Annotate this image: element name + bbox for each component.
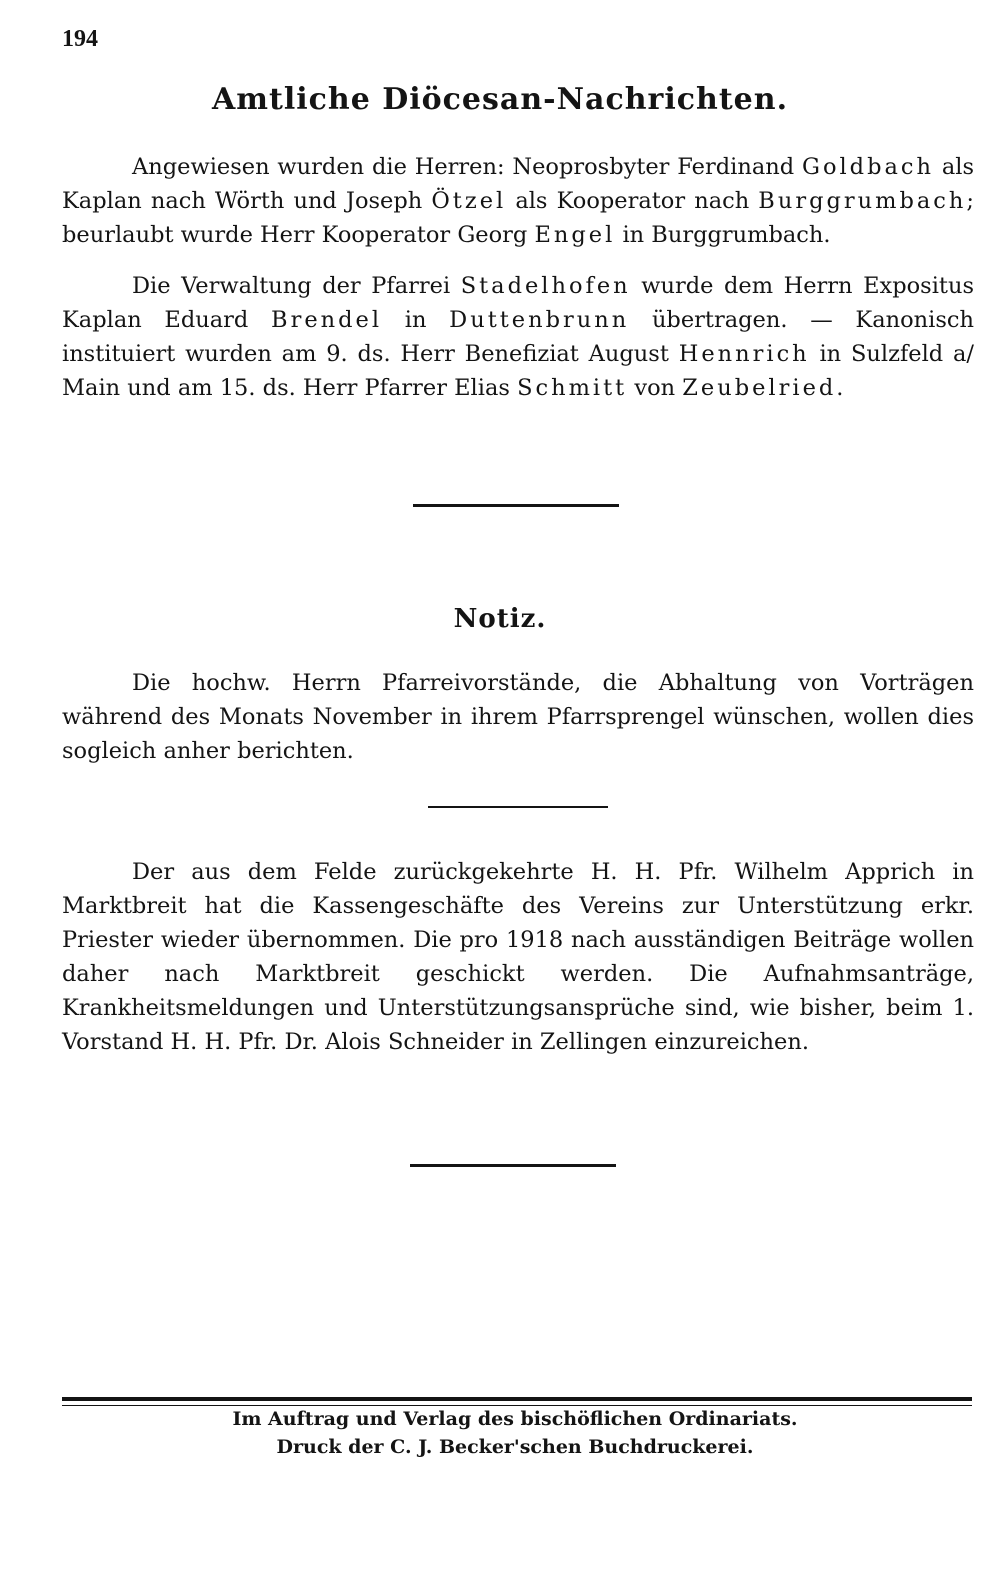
footer-printer: Druck der C. J. Becker'schen Buchdruckerei. xyxy=(276,1436,754,1458)
paragraph-appointments xyxy=(62,150,974,252)
paragraph-text: übertragen. — Kanonisch instituiert wurden am 9. ds. Herr Benefiziat August xyxy=(62,307,974,367)
place-name: Stadelhofen xyxy=(460,273,631,299)
paragraph-text: in Burggrumbach. xyxy=(615,222,831,248)
section-divider xyxy=(413,504,619,507)
place-name: Burggrumbach xyxy=(758,188,967,214)
paragraph-text: . xyxy=(836,375,844,401)
footer-publisher: Im Auftrag und Verlag des bischöflichen Ordinariats. xyxy=(232,1408,798,1430)
section-divider xyxy=(428,806,608,808)
section-divider xyxy=(410,1164,616,1167)
person-name: Schmitt xyxy=(517,375,628,401)
paragraph-text: ; beurlaubt wurde Herr Kooperator Georg xyxy=(62,188,974,248)
person-name: Ötzel xyxy=(431,188,507,214)
paragraph-text: Angewiesen wurden die Herren: Neoprosbyter Ferdinand xyxy=(132,154,802,180)
footer-rule xyxy=(62,1397,972,1401)
paragraph-text: wurde dem Herrn Expositus Kaplan Eduard xyxy=(62,273,974,333)
person-name: Brendel xyxy=(271,307,383,333)
paragraph-text: in Sulzfeld a/ Main und am 15. ds. Herr Pfarrer Elias xyxy=(62,341,974,401)
paragraph-text: Die Verwaltung der Pfarrei xyxy=(132,273,461,299)
paragraph-text: als Kooperator nach xyxy=(506,188,759,214)
person-name: Hennrich xyxy=(678,341,810,367)
place-name: Duttenbrunn xyxy=(449,307,630,333)
paragraph-text: als Kaplan nach Wörth und Joseph xyxy=(62,154,974,214)
person-name: Goldbach xyxy=(801,154,934,180)
page-number: 194 xyxy=(62,26,98,52)
section-title: Amtliche Diöcesan-Nachrichten. xyxy=(211,82,789,117)
paragraph-text: in xyxy=(382,307,450,333)
notiz-title: Notiz. xyxy=(453,604,547,634)
paragraph-text: von xyxy=(627,375,683,401)
paragraph-notiz: Die hochw. Herrn Pfarreivorstände, die Abhaltung von Vorträgen während des Monats November in ihrem Pfarrsprengel wünschen, wollen dies sogleich anher berichten. xyxy=(62,670,974,764)
paragraph-administration xyxy=(62,269,974,405)
place-name: Zeubelried xyxy=(682,375,837,401)
paragraph-association: Der aus dem Felde zurückgekehrte H. H. Pfr. Wilhelm Apprich in Marktbreit hat die Kassengeschäfte des Vereins zur Unterstützung erkr. Priester wieder übernommen. Die pro 1918 nach ausständigen Beiträge wollen daher nach Marktbreit geschickt werden. Die Aufnahmsanträge, Krankheitsmeldungen und Unterstützungsansprüche sind, wie bisher, beim 1. Vorstand H. H. Pfr. Dr. Alois Schneider in Zellingen einzureichen. xyxy=(62,859,974,1055)
person-name: Engel xyxy=(534,222,616,248)
footer-rule xyxy=(62,1405,972,1406)
